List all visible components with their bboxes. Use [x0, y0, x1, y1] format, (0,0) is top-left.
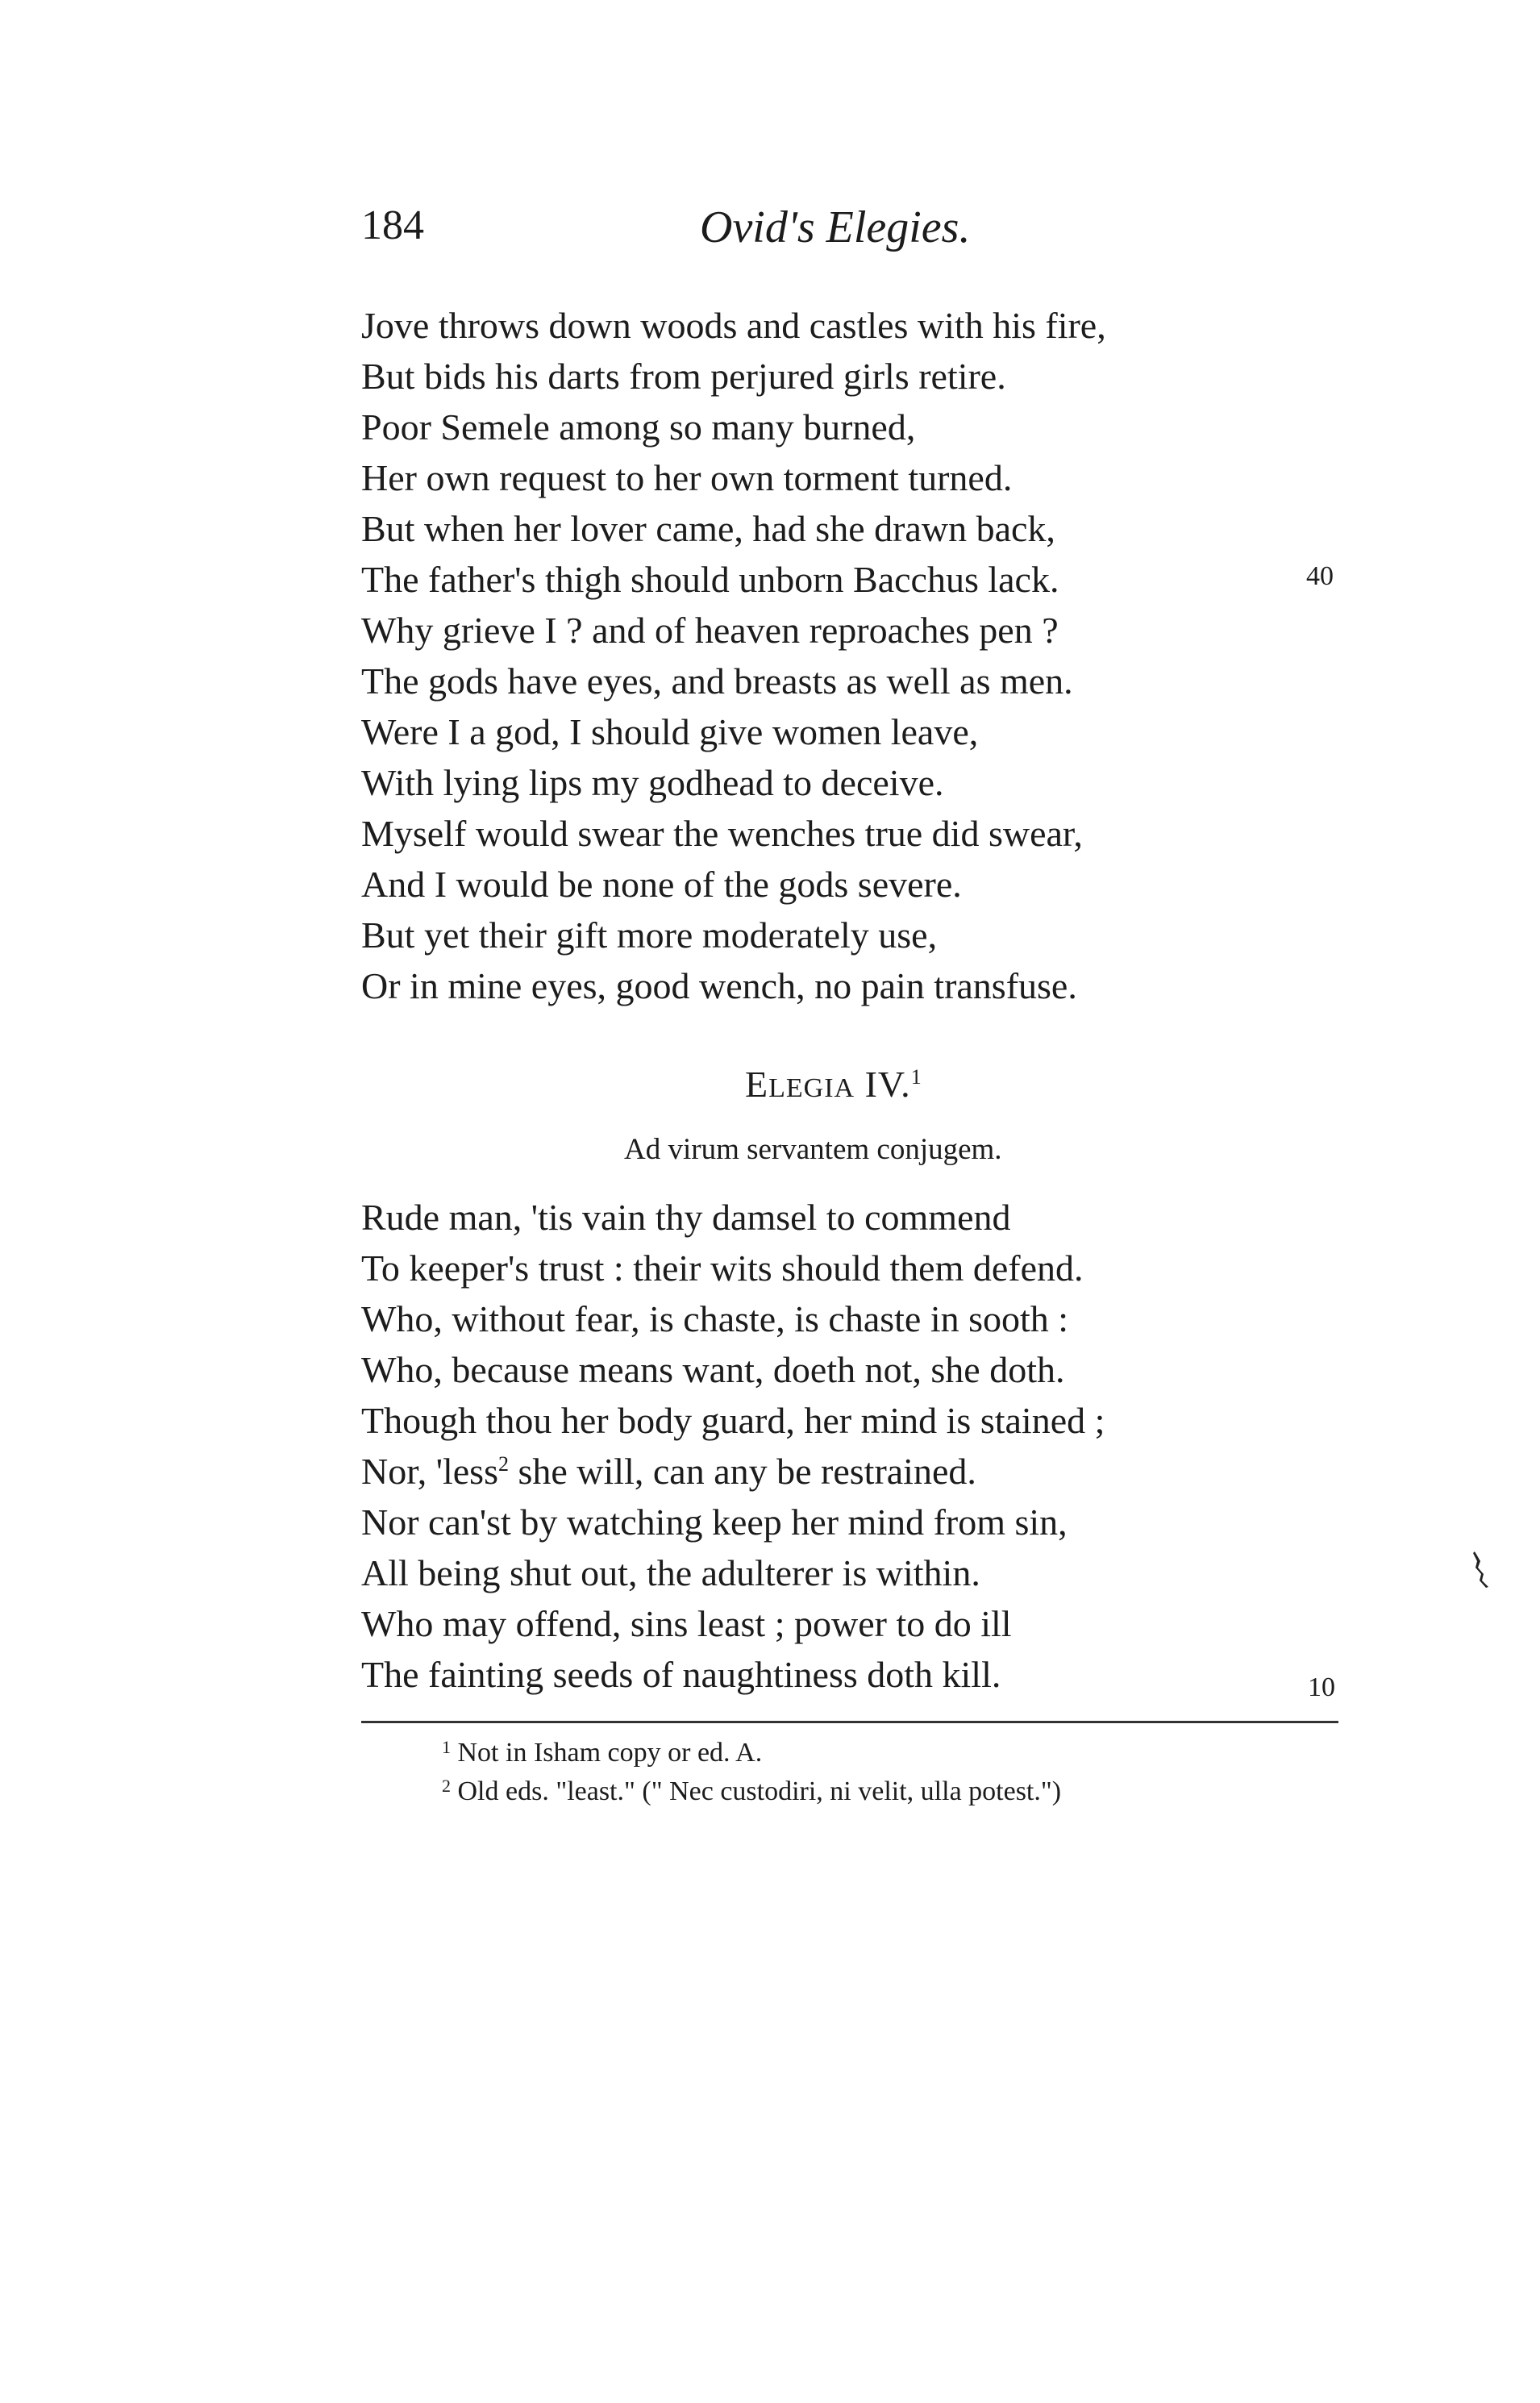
verse-line: But yet their gift more moderately use, — [361, 914, 938, 956]
verse-line: Poor Semele among so many burned, — [361, 406, 916, 448]
verse-line: Rude man, 'tis vain thy damsel to commend — [361, 1197, 1011, 1238]
verse-line: The father's thigh should unborn Bacchus lack. — [361, 559, 1059, 600]
footnotes — [442, 1734, 1061, 1811]
verse-line: Who, without fear, is chaste, is chaste in sooth : — [361, 1298, 1069, 1339]
footnote-ref-2: 2 — [497, 1452, 509, 1476]
verse-line: Or in mine eyes, good wench, no pain transfuse. — [361, 965, 1077, 1006]
verse-line: Who, because means want, doeth not, she doth. — [361, 1349, 1065, 1390]
running-title: Ovid's Elegies. — [700, 202, 971, 252]
verse-line: All being shut out, the adulterer is within. — [361, 1552, 980, 1593]
verse-line: But when her lover came, had she drawn back, — [361, 508, 1055, 549]
verse-line: Nor can'st by watching keep her mind from sin, — [361, 1501, 1068, 1543]
verse-line-end: she will, can any be restrained. — [508, 1451, 976, 1492]
ink-mark-icon — [1472, 1550, 1490, 1589]
footnote-mark: 1 — [442, 1737, 451, 1757]
page-header — [361, 202, 1022, 266]
verse-line: Myself would swear the wenches true did swear, — [361, 813, 1083, 854]
footnote-2 — [442, 1772, 1061, 1811]
heading-initial: E — [745, 1064, 769, 1105]
verse-line-start: Nor, 'less — [361, 1451, 498, 1492]
verse-line: Jove throws down woods and castles with his fire, — [361, 305, 1106, 346]
verse-line: But bids his darts from perjured girls retire. — [361, 356, 1006, 397]
line-number-10: 10 — [1308, 1672, 1335, 1702]
footnote-mark: 2 — [442, 1776, 451, 1796]
footnote-1 — [442, 1734, 1061, 1772]
verse-line: Why grieve I ? and of heaven reproaches pen ? — [361, 610, 1059, 651]
page-number: 184 — [361, 202, 424, 248]
heading-number: IV. — [864, 1064, 911, 1105]
footnote-rule — [361, 1721, 1338, 1723]
line-number-40: 40 — [1306, 561, 1334, 591]
poem-section-1 — [361, 300, 1106, 1011]
footnote-text: Not in Isham copy or ed. A. — [451, 1738, 763, 1768]
footnote-text: Old eds. "least." (" Nec custodiri, ni velit, ulla potest.") — [451, 1776, 1062, 1806]
poem-section-2 — [361, 1192, 1105, 1700]
verse-line: To keeper's trust : their wits should them defend. — [361, 1247, 1084, 1289]
verse-line: The fainting seeds of naughtiness doth kill. — [361, 1654, 1001, 1695]
verse-line: Who may offend, sins least ; power to do ill — [361, 1603, 1012, 1644]
elegy-heading — [745, 1063, 922, 1106]
verse-line: And I would be none of the gods severe. — [361, 864, 962, 905]
verse-line — [361, 1446, 1105, 1497]
heading-smallcaps: LEGIA — [768, 1073, 855, 1103]
verse-line: With lying lips my godhead to deceive. — [361, 762, 944, 803]
verse-line: The gods have eyes, and breasts as well as men. — [361, 660, 1073, 702]
verse-line: Though thou her body guard, her mind is stained ; — [361, 1400, 1105, 1441]
elegy-subtitle: Ad virum servantem conjugem. — [624, 1133, 1002, 1166]
verse-line: Her own request to her own torment turned. — [361, 457, 1013, 498]
verse-line: Were I a god, I should give women leave, — [361, 711, 979, 752]
footnote-ref-1: 1 — [910, 1065, 922, 1089]
